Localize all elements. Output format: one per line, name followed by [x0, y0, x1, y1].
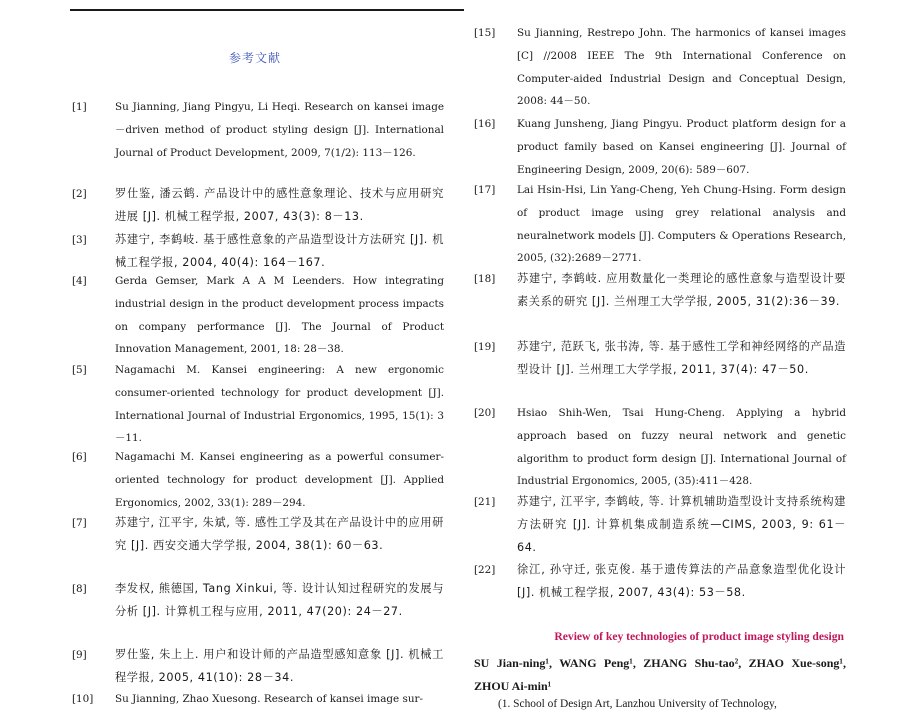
reference-entry	[72, 688, 444, 711]
reference-entry	[72, 96, 444, 164]
reference-number: [22]	[474, 564, 496, 576]
reference-number: [18]	[474, 273, 496, 285]
reference-number: [9]	[72, 649, 87, 661]
reference-entry	[474, 22, 846, 113]
reference-text: Gerda Gemser, Mark A A M Leenders. How integrating industrial design in the product development process impacts on company performance [J]. The Journal of Product Innovation Management, 2001, 18: 28－38.	[115, 275, 444, 356]
reference-number: [6]	[72, 451, 87, 463]
reference-entry	[72, 578, 444, 624]
reference-entry	[72, 446, 444, 514]
reference-text: Su Jianning, Jiang Pingyu, Li Heqi. Research on kansei image－driven method of product styling design [J]. International Journal of Product Development, 2009, 7(1/2): 113－126.	[115, 101, 444, 159]
reference-number: [20]	[474, 407, 496, 419]
reference-text: 苏建宁, 李鹤岐. 应用数量化一类理论的感性意象与造型设计要素关系的研究 [J]. 兰州理工大学学报, 2005, 31(2):36－39.	[517, 272, 846, 308]
reference-text: Nagamachi M. Kansei engineering as a powerful consumer-oriented technology for product development [J]. Applied Ergonomics, 2002, 33(1): 289－294.	[115, 451, 444, 509]
reference-entry	[72, 229, 444, 275]
reference-text: Su Jianning, Zhao Xuesong. Research of kansei image sur-	[115, 693, 423, 705]
reference-number: [3]	[72, 234, 87, 246]
reference-text: Su Jianning, Restrepo John. The harmonics of kansei images [C] //2008 IEEE The 9th International Conference on Computer-aided Industrial Design and Conceptual Design, 2008: 44－50.	[517, 27, 846, 108]
reference-number: [7]	[72, 517, 87, 529]
reference-entry	[72, 359, 444, 450]
reference-entry	[474, 179, 846, 270]
reference-text: Lai Hsin-Hsi, Lin Yang-Cheng, Yeh Chung-Hsing. Form design of product image using grey relational analysis and neuralnetwork models [J]. Computers & Operations Research, 2005, (32):2689－2771.	[517, 184, 846, 265]
reference-text: 李发权, 熊德国, Tang Xinkui, 等. 设计认知过程研究的发展与分析 [J]. 计算机工程与应用, 2011, 47(20): 24－27.	[115, 582, 444, 618]
reference-entry	[72, 512, 444, 558]
reference-entry	[474, 113, 846, 181]
reference-text: 苏建宁, 范跃飞, 张书涛, 等. 基于感性工学和神经网络的产品造型设计 [J]. 兰州理工大学学报, 2011, 37(4): 47－50.	[517, 340, 846, 376]
reference-number: [2]	[72, 188, 87, 200]
english-authors: SU Jian-ning¹, WANG Peng¹, ZHANG Shu-tao², ZHAO Xue-song¹, ZHOU Ai-min¹	[474, 656, 846, 693]
reference-number: [21]	[474, 496, 496, 508]
reference-text: 罗仕鉴, 朱上上. 用户和设计师的产品造型感知意象 [J]. 机械工程学报, 2005, 41(10): 28－34.	[115, 648, 444, 684]
reference-number: [1]	[72, 101, 87, 113]
reference-text: 苏建宁, 李鹤岐. 基于感性意象的产品造型设计方法研究 [J]. 机械工程学报, 2004, 40(4): 164－167.	[115, 233, 444, 269]
reference-number: [8]	[72, 583, 87, 595]
reference-text: 苏建宁, 江平宇, 朱斌, 等. 感性工学及其在产品设计中的应用研究 [J]. 西安交通大学学报, 2004, 38(1): 60－63.	[115, 516, 444, 552]
reference-text: Hsiao Shih-Wen, Tsai Hung-Cheng. Applying a hybrid approach based on fuzzy neural network and genetic algorithm to product form design [J]. International Journal of Industrial Ergonomics, 2005, (35):411－428.	[517, 407, 846, 488]
reference-entry	[474, 268, 846, 314]
english-affiliation: (1. School of Design Art, Lanzhou University of Technology,	[498, 698, 777, 710]
reference-text: Kuang Junsheng, Jiang Pingyu. Product platform design for a product family based on Kansei engineering [J]. Journal of Engineering Design, 2009, 20(6): 589－607.	[517, 118, 846, 176]
reference-number: [15]	[474, 27, 496, 39]
reference-number: [4]	[72, 275, 87, 287]
reference-number: [19]	[474, 341, 496, 353]
reference-entry	[72, 644, 444, 690]
english-title: Review of key technologies of product image styling design	[554, 630, 844, 643]
reference-entry	[474, 402, 846, 493]
reference-entry	[72, 270, 444, 361]
top-rule	[70, 9, 464, 11]
reference-number: [10]	[72, 693, 94, 705]
references-heading: 参考文献	[228, 51, 281, 65]
reference-entry	[474, 336, 846, 382]
reference-number: [17]	[474, 184, 496, 196]
reference-entry	[72, 183, 444, 229]
reference-text: Nagamachi M. Kansei engineering: A new ergonomic consumer-oriented technology for product development [J]. International Journal of Industrial Ergonomics, 1995, 15(1): 3－11.	[115, 364, 444, 445]
reference-number: [5]	[72, 364, 87, 376]
reference-number: [16]	[474, 118, 496, 130]
reference-text: 徐江, 孙守迁, 张克俊. 基于遗传算法的产品意象造型优化设计 [J]. 机械工程学报, 2007, 43(4): 53－58.	[517, 563, 846, 599]
reference-entry	[474, 559, 846, 605]
reference-text: 苏建宁, 江平宇, 李鹤岐, 等. 计算机辅助造型设计支持系统构建方法研究 [J]. 计算机集成制造系统—CIMS, 2003, 9: 61－64.	[517, 495, 846, 554]
reference-entry	[474, 491, 846, 559]
reference-text: 罗仕鉴, 潘云鹤. 产品设计中的感性意象理论、技术与应用研究进展 [J]. 机械工程学报, 2007, 43(3): 8－13.	[115, 187, 444, 223]
